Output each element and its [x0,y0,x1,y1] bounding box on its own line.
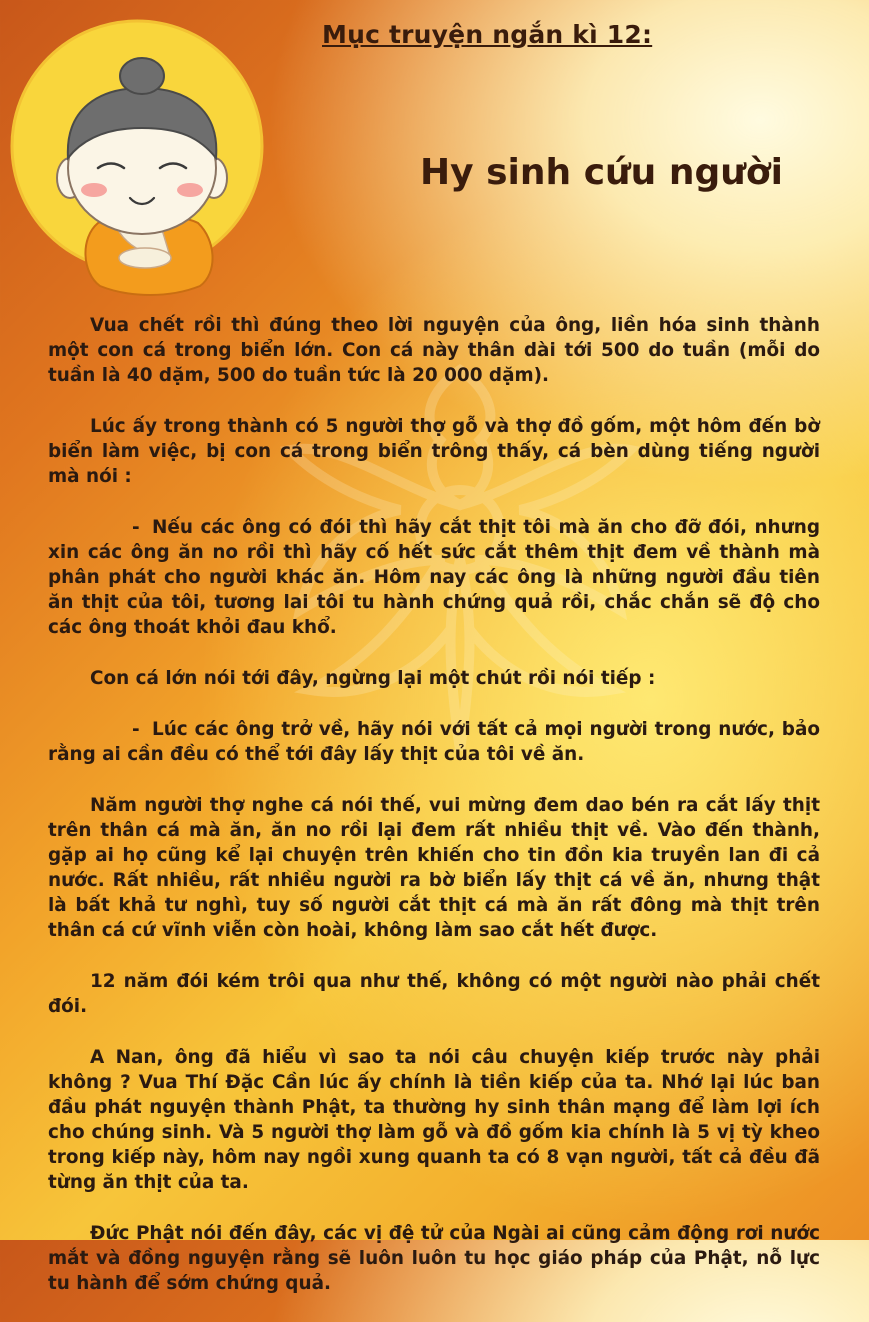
paragraph: 12 năm đói kém trôi qua như thế, không có một người nào phải chết đói. [48,971,820,1017]
dash-mark: - [132,719,140,740]
paragraph: Năm người thợ nghe cá nói thế, vui mừng đem dao bén ra cắt lấy thịt trên thân cá mà ăn, ăn no rồi lại đem rất nhiều thịt về. Vào đến thành, gặp ai họ cũng kể lại chuyện trên khiến cho tin đồn kia truyền lan đi cả nước. Rất nhiều, rất nhiều người ra bờ biển lấy thịt cá về ăn, nhưng thật là bất khả tư nghì, tuy số người cắt thịt cá mà ăn rất đông mà thịt trên thân cá cứ vĩnh viễn còn hoài, không làm sao cắt hết được. [48,795,820,941]
paragraph: Lúc ấy trong thành có 5 người thợ gỗ và thợ đồ gốm, một hôm đến bờ biển làm việc, bị con cá trong biển trông thấy, cá bèn dùng tiếng người mà nói : [48,416,820,487]
paragraph: Đức Phật nói đến đây, các vị đệ tử của Ngài ai cũng cảm động rơi nước mắt và đồng nguyện rằng sẽ luôn luôn tu học giáo pháp của Phật, nỗ lực tu hành để sớm chứng quả. [48,1223,820,1294]
dialogue-paragraph: - Nếu các ông có đói thì hãy cắt thịt tôi mà ăn cho đỡ đói, nhưng xin các ông ăn no rồi thì hãy cố hết sức cắt thêm thịt đem về thành mà phân phát cho người khác ăn. Hôm nay các ông là những người đầu tiên ăn thịt của tôi, tương lai tôi tu hành chứng quả rồi, chắc chắn sẽ độ cho các ông thoát khỏi đau khổ. [48,517,820,638]
dialogue-paragraph: - Lúc các ông trở về, hãy nói với tất cả mọi người trong nước, bảo rằng ai cần đều có thể tới đây lấy thịt của tôi về ăn. [48,719,820,765]
dash-mark: - [132,517,140,538]
paragraph: Vua chết rồi thì đúng theo lời nguyện của ông, liền hóa sinh thành một con cá trong biển lớn. Con cá này thân dài tới 500 do tuần (mỗi do tuần là 40 dặm, 500 do tuần tức là 20 000 dặm). [48,315,820,386]
story-title: Hy sinh cứu người [420,152,783,193]
paragraph: Con cá lớn nói tới đây, ngừng lại một chút rồi nói tiếp : [90,668,656,689]
story-body [48,313,820,1322]
paragraph: A Nan, ông đã hiểu vì sao ta nói câu chuyện kiếp trước này phải không ? Vua Thí Đặc Cần lúc ấy chính là tiền kiếp của ta. Nhớ lại lúc ban đầu phát nguyện thành Phật, ta thường hy sinh thân mạng để làm lợi ích cho chúng sinh. Và 5 người thợ làm gỗ và đồ gốm kia chính là 5 vị tỳ kheo trong kiếp này, hôm nay ngồi xung quanh ta có 8 vạn người, tất cả đều đã từng ăn thịt của ta. [48,1047,820,1193]
smiling-monk-icon [10,18,265,308]
series-title: Mục truyện ngắn kì 12: [322,20,653,49]
